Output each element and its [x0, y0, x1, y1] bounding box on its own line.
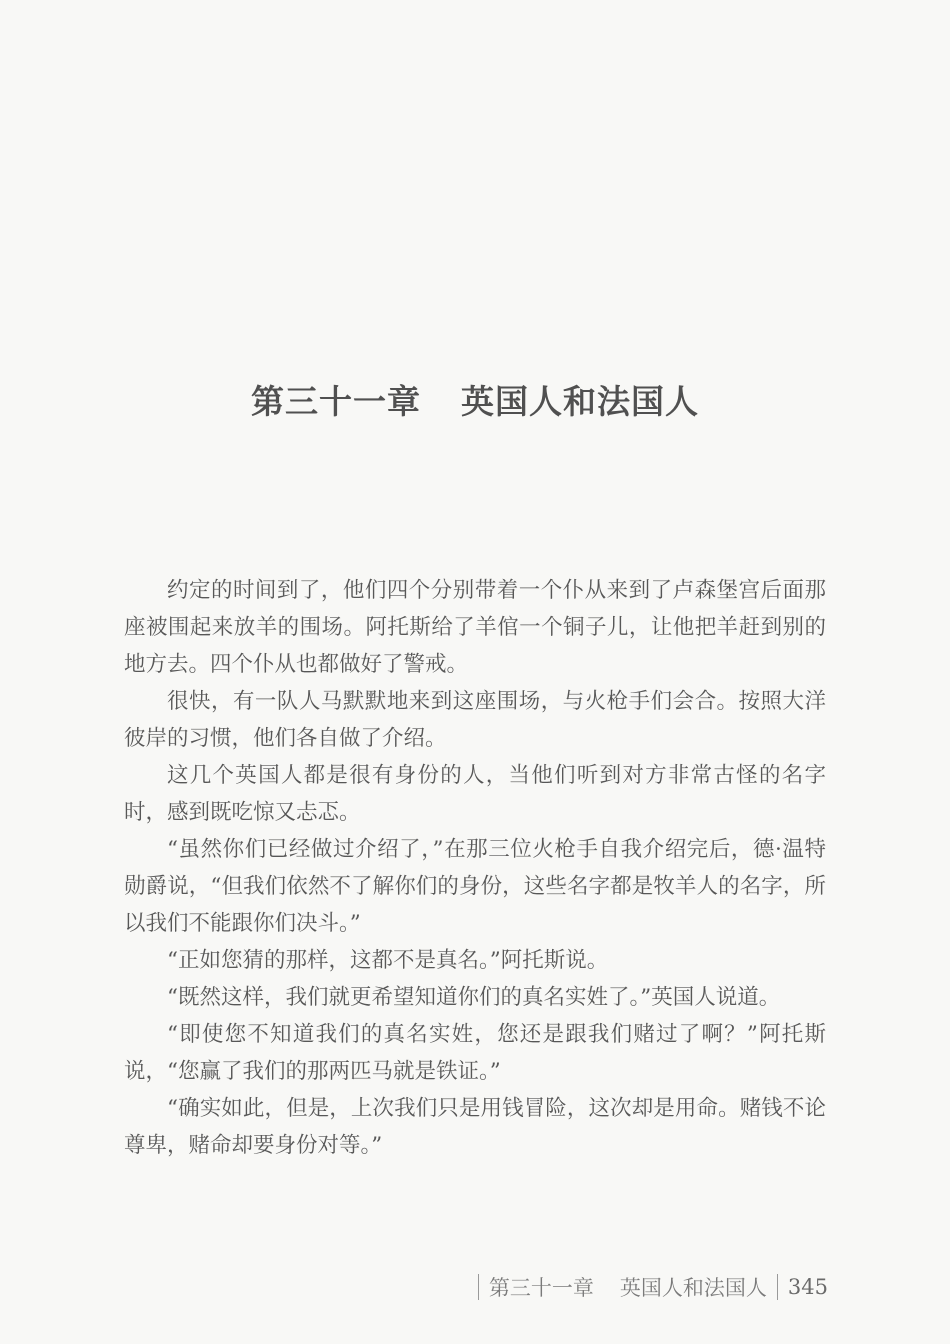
paragraph: 约定的时间到了，他们四个分别带着一个仆从来到了卢森堡宫后面那座被围起来放羊的围场。阿托斯给了羊倌一个铜子儿，让他把羊赶到别的地方去。四个仆从也都做好了警戒。	[124, 578, 826, 677]
chapter-name: 英国人和法国人	[461, 382, 699, 421]
footer-chapter-number: 第三十一章	[488, 1276, 594, 1300]
chapter-number: 第三十一章	[251, 382, 421, 421]
paragraph: 很快，有一队人马默默地来到这座围场，与火枪手们会合。按照大洋彼岸的习惯，他们各自做了介绍。	[124, 689, 826, 751]
footer-divider	[777, 1274, 778, 1300]
footer-chapter-title: 英国人和法国人	[619, 1276, 767, 1300]
paragraph: “虽然你们已经做过介绍了，”在那三位火枪手自我介绍完后，德·温特勋爵说，“但我们依然不了解你们的身份，这些名字都是牧羊人的名字，所以我们不能跟你们决斗。”	[124, 837, 826, 936]
paragraph: “即使您不知道我们的真名实姓，您还是跟我们赌过了啊？”阿托斯说，“您赢了我们的那两匹马就是铁证。”	[124, 1022, 826, 1084]
page-number: 345	[787, 1275, 828, 1299]
running-footer	[468, 1270, 828, 1304]
paragraph: 这几个英国人都是很有身份的人，当他们听到对方非常古怪的名字时，感到既吃惊又忐忑。	[124, 763, 826, 825]
paragraph: “正如您猜的那样，这都不是真名。”阿托斯说。	[167, 948, 609, 973]
paragraph: “既然这样，我们就更希望知道你们的真名实姓了。”英国人说道。	[167, 985, 781, 1010]
footer-divider	[478, 1274, 479, 1300]
body-text	[124, 572, 826, 1164]
paragraph: “确实如此，但是，上次我们只是用钱冒险，这次却是用命。赌钱不论尊卑，赌命却要身份对等。”	[124, 1096, 826, 1158]
chapter-title	[0, 376, 950, 423]
